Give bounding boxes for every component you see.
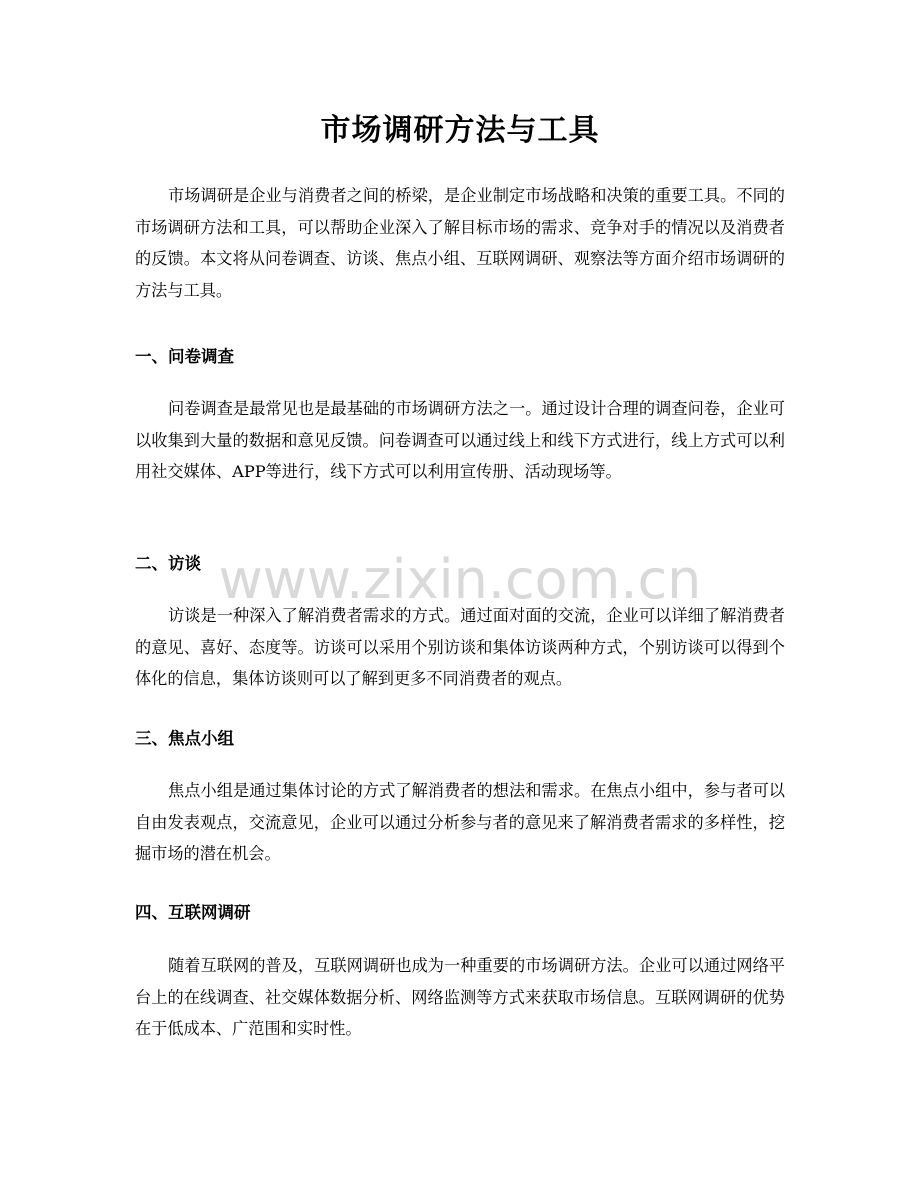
section-heading-questionnaire: 一、问卷调查 — [135, 347, 234, 366]
section-body-interview: 访谈是一种深入了解消费者需求的方式。通过面对面的交流，企业可以详细了解消费者的意见、喜好、态度等。访谈可以采用个别访谈和集体访谈两种方式，个别访谈可以得到个体化的信息，集体访谈则可以了解到更多不同消费者的观点。 — [135, 606, 785, 688]
section-heading-interview: 二、访谈 — [135, 554, 201, 573]
section-heading-focus-group: 三、焦点小组 — [135, 729, 234, 748]
document-title: 市场调研方法与工具 — [320, 113, 600, 148]
intro-paragraph: 市场调研是企业与消费者之间的桥梁，是企业制定市场战略和决策的重要工具。不同的市场调研方法和工具，可以帮助企业深入了解目标市场的需求、竞争对手的情况以及消费者的反馈。本文将从问卷调查、访谈、焦点小组、互联网调研、观察法等方面介绍市场调研的方法与工具。 — [135, 186, 785, 300]
section-body-internet-research: 随着互联网的普及，互联网调研也成为一种重要的市场调研方法。企业可以通过网络平台上的在线调查、社交媒体数据分析、网络监测等方式来获取市场信息。互联网调研的优势在于低成本、广范围和实时性。 — [135, 956, 785, 1038]
section-body-focus-group: 焦点小组是通过集体讨论的方式了解消费者的想法和需求。在焦点小组中，参与者可以自由发表观点，交流意见，企业可以通过分析参与者的意见来了解消费者需求的多样性，挖掘市场的潜在机会。 — [135, 781, 785, 863]
section-heading-internet-research: 四、互联网调研 — [135, 903, 251, 922]
section-body-questionnaire: 问卷调查是最常见也是最基础的市场调研方法之一。通过设计合理的调查问卷，企业可以收集到大量的数据和意见反馈。问卷调查可以通过线上和线下方式进行，线上方式可以利用社交媒体、APP等进行，线下方式可以利用宣传册、活动现场等。 — [135, 399, 785, 481]
watermark-text: www.zixin.com.cn — [218, 548, 702, 611]
